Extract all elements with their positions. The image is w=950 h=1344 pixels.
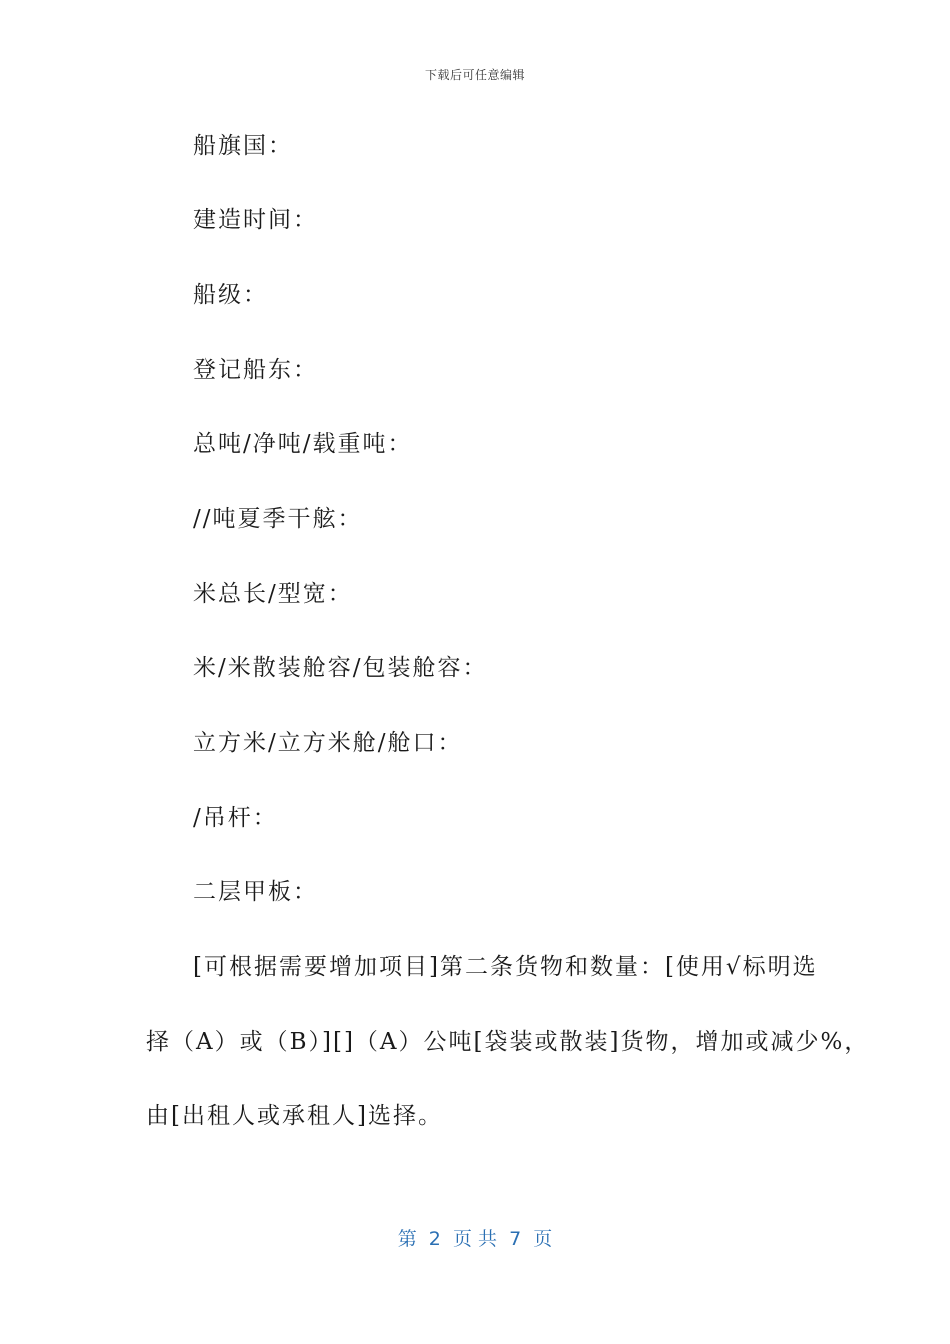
page-header: 下载后可任意编辑: [424, 68, 525, 82]
field-holds-hatches: 立方米/立方米舱/舱口：: [193, 730, 463, 756]
field-capacity: 米/米散装舱容/包装舱容：: [193, 655, 488, 681]
field-build-date: 建造时间：: [193, 207, 318, 233]
paragraph-line-2: 择（A）或（B）][]（A）公吨[袋装或散装]货物，增加或减少%，: [146, 1029, 870, 1055]
field-tonnage: 总吨/净吨/载重吨：: [193, 431, 413, 457]
field-registered-owner: 登记船东：: [193, 357, 318, 383]
field-tween-deck: 二层甲板：: [193, 879, 318, 905]
field-derricks: /吊杆：: [193, 805, 278, 831]
paragraph-line-3: 由[出租人或承租人]选择。: [146, 1103, 443, 1129]
field-length-breadth: 米总长/型宽：: [193, 581, 353, 607]
field-class: 船级：: [193, 282, 268, 308]
field-summer-freeboard: //吨夏季干舷：: [193, 506, 363, 532]
page-number-footer: 第 2 页 共 7 页: [397, 1228, 553, 1250]
paragraph-line-1: [可根据需要增加项目]第二条货物和数量：[使用√标明选: [193, 954, 818, 980]
field-flag-state: 船旗国：: [193, 133, 293, 159]
